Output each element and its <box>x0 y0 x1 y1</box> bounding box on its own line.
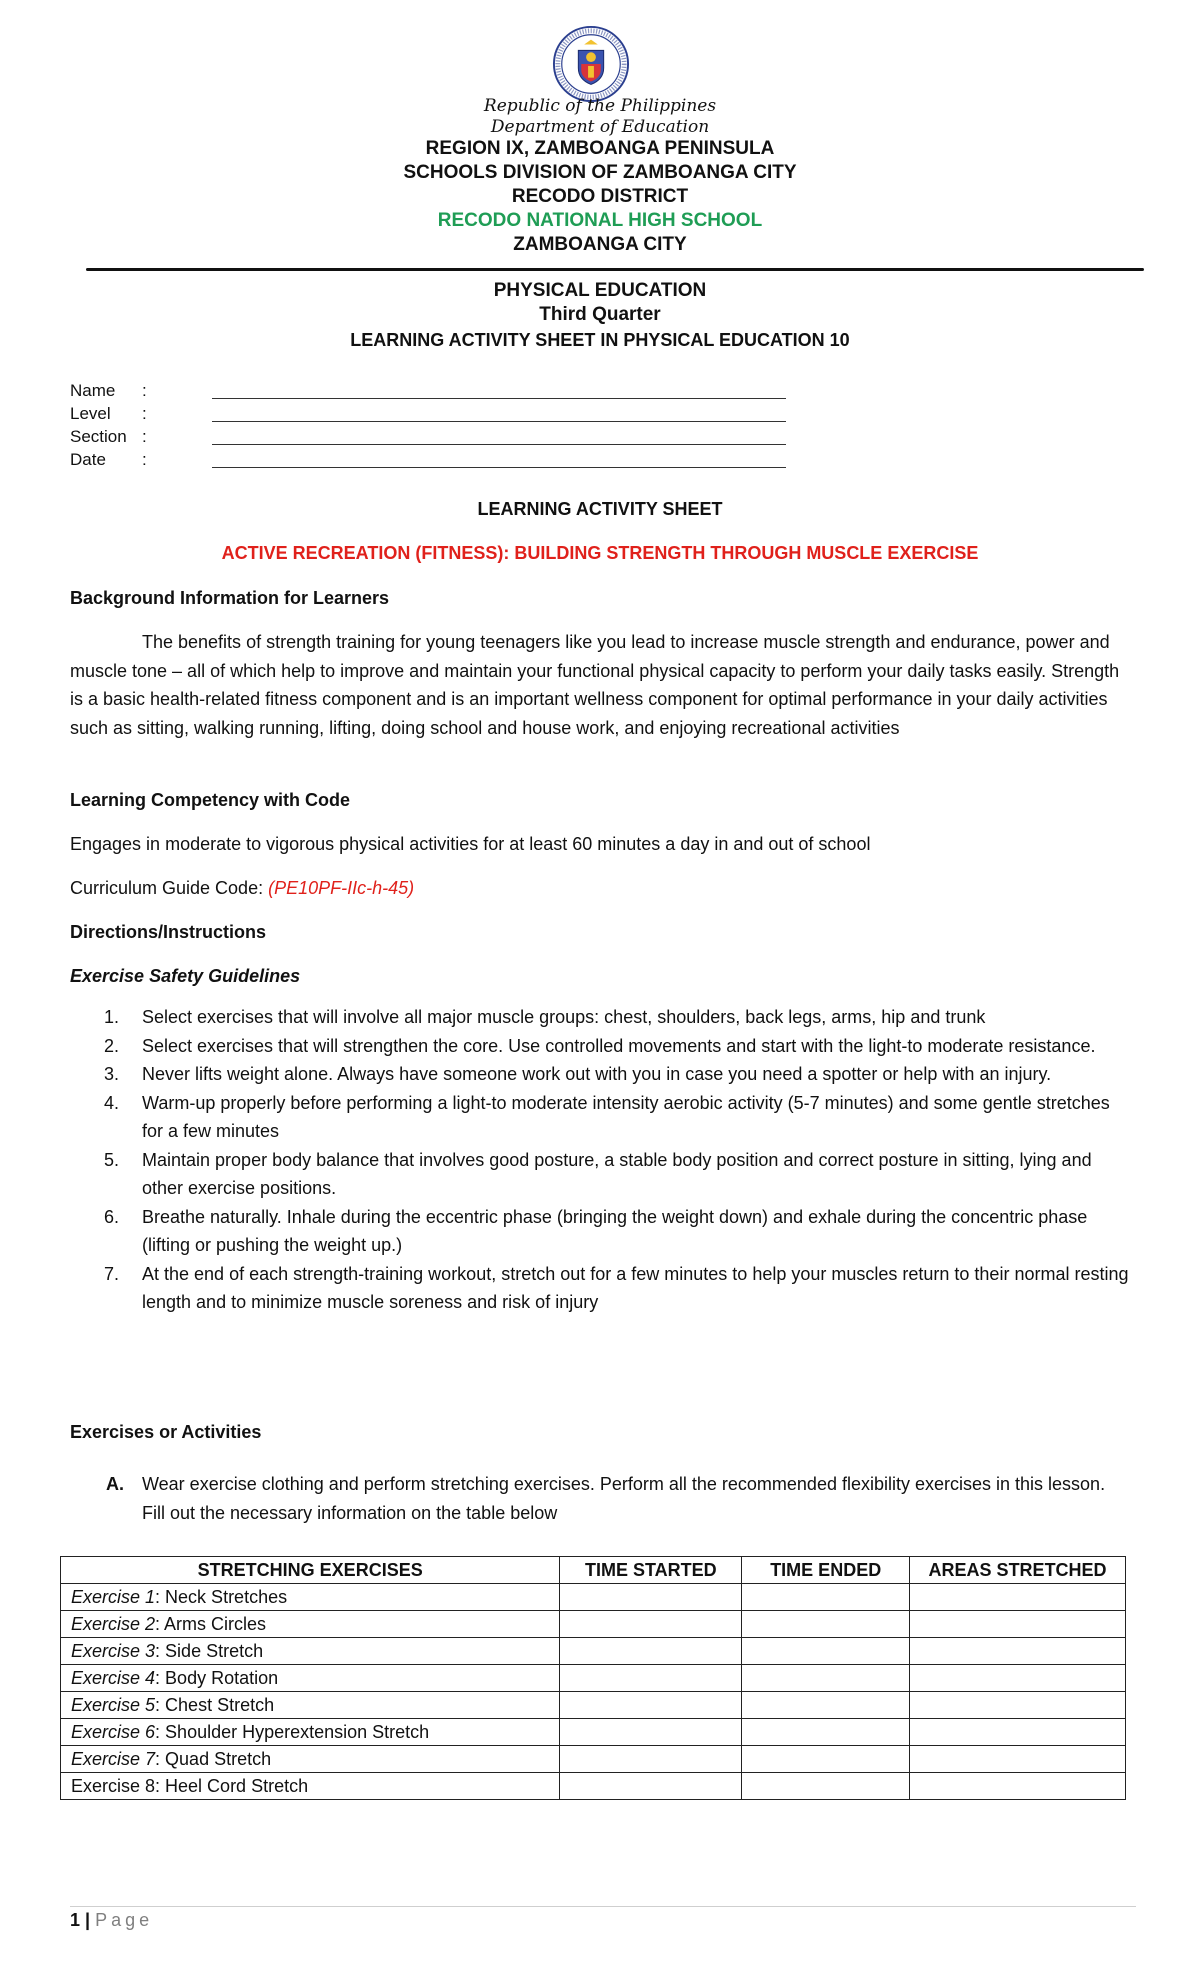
curriculum-code-line <box>70 874 414 903</box>
list-item: 3. Never lifts weight alone. Always have someone work out with you in case you need a spotter or help with an injury. <box>104 1064 1052 1084</box>
time-ended-cell[interactable] <box>742 1584 910 1611</box>
exercise-cell: Exercise 8: Heel Cord Stretch <box>61 1773 560 1800</box>
level-field[interactable] <box>212 421 786 422</box>
curriculum-code-label: Curriculum Guide Code: <box>70 878 269 898</box>
column-header: STRETCHING EXERCISES <box>61 1557 560 1584</box>
date-colon: : <box>142 450 147 469</box>
time-ended-cell[interactable] <box>742 1773 910 1800</box>
table-row <box>61 1611 1126 1638</box>
list-item: 6. Breathe naturally. Inhale during the eccentric phase (bringing the weight down) and exhale during the concentric phase (lifting or pushing the weight up.) <box>104 1206 1088 1255</box>
division-label: SCHOOLS DIVISION OF ZAMBOANGA CITY <box>403 162 797 183</box>
name-colon: : <box>142 381 147 400</box>
column-header: TIME ENDED <box>742 1557 910 1584</box>
table-row <box>61 1638 1126 1665</box>
time-started-cell[interactable] <box>560 1611 742 1638</box>
section-label: Section <box>70 427 127 446</box>
list-item: 1. Select exercises that will involve all major muscle groups: chest, shoulders, back legs, arms, hip and trunk <box>104 1007 986 1027</box>
time-started-cell[interactable] <box>560 1638 742 1665</box>
safety-guidelines-heading: Exercise Safety Guidelines <box>70 966 301 986</box>
time-ended-cell[interactable] <box>742 1665 910 1692</box>
name-label: Name <box>70 381 116 400</box>
level-colon: : <box>142 404 147 423</box>
curriculum-code: (PE10PF-IIc-h-45) <box>268 878 415 898</box>
time-started-cell[interactable] <box>560 1692 742 1719</box>
areas-stretched-cell[interactable] <box>910 1638 1126 1665</box>
table-row <box>61 1665 1126 1692</box>
areas-stretched-cell[interactable] <box>910 1746 1126 1773</box>
time-ended-cell[interactable] <box>742 1719 910 1746</box>
exercise-cell: Exercise 2: Arms Circles <box>61 1611 560 1638</box>
exercise-cell: Exercise 4: Body Rotation <box>61 1665 560 1692</box>
section-colon: : <box>142 427 147 446</box>
city-label: ZAMBOANGA CITY <box>513 234 687 255</box>
activity-a <box>70 1470 1130 1527</box>
table-row <box>61 1746 1126 1773</box>
section-heading: LEARNING ACTIVITY SHEET <box>477 499 723 519</box>
page-number: 1 <box>70 1910 81 1930</box>
directions-heading: Directions/Instructions <box>70 922 267 942</box>
activity-text: Wear exercise clothing and perform stretching exercises. Perform all the recommended flexibility exercises in this lesson. Fill out the necessary information on the table below <box>142 1474 1106 1523</box>
background-heading: Background Information for Learners <box>70 588 390 608</box>
time-started-cell[interactable] <box>560 1719 742 1746</box>
page-separator: | <box>85 1910 91 1930</box>
level-label: Level <box>70 404 111 423</box>
exercise-cell: Exercise 5: Chest Stretch <box>61 1692 560 1719</box>
subject-title: PHYSICAL EDUCATION <box>493 280 707 301</box>
areas-stretched-cell[interactable] <box>910 1584 1126 1611</box>
exercise-cell: Exercise 1: Neck Stretches <box>61 1584 560 1611</box>
areas-stretched-cell[interactable] <box>910 1692 1126 1719</box>
time-ended-cell[interactable] <box>742 1692 910 1719</box>
exercises-heading: Exercises or Activities <box>70 1422 262 1442</box>
activity-letter: A. <box>106 1474 124 1494</box>
quarter-title: Third Quarter <box>539 304 661 325</box>
region-label: REGION IX, ZAMBOANGA PENINSULA <box>425 138 775 159</box>
areas-stretched-cell[interactable] <box>910 1719 1126 1746</box>
column-header: AREAS STRETCHED <box>910 1557 1126 1584</box>
time-ended-cell[interactable] <box>742 1746 910 1773</box>
time-ended-cell[interactable] <box>742 1611 910 1638</box>
deped-seal-icon <box>552 25 630 103</box>
stretching-table <box>60 1556 1126 1800</box>
time-started-cell[interactable] <box>560 1746 742 1773</box>
table-row <box>61 1584 1126 1611</box>
time-ended-cell[interactable] <box>742 1638 910 1665</box>
exercise-cell: Exercise 3: Side Stretch <box>61 1638 560 1665</box>
list-item: 7. At the end of each strength-training workout, stretch out for a few minutes to help your muscles return to their normal resting length and to minimize muscle soreness and risk of injury <box>104 1263 1129 1312</box>
exercise-cell: Exercise 6: Shoulder Hyperextension Stretch <box>61 1719 560 1746</box>
section-field[interactable] <box>212 444 786 445</box>
list-item: 2. Select exercises that will strengthen the core. Use controlled movements and start with the light-to moderate resistance. <box>104 1035 1096 1056</box>
page-word: Page <box>95 1910 154 1930</box>
time-started-cell[interactable] <box>560 1665 742 1692</box>
table-row <box>61 1719 1126 1746</box>
table-row <box>61 1692 1126 1719</box>
table-row <box>61 1773 1126 1800</box>
school-name: RECODO NATIONAL HIGH SCHOOL <box>437 210 763 231</box>
background-paragraph: The benefits of strength training for young teenagers like you lead to increase muscle strength and endurance, power and muscle tone – all of which help to improve and maintain your functional physical capacity to perform your daily tasks easily. Strength is a basic health-related fitness component and is an important wellness component for optimal performance in your daily activities such as sitting, walking running, lifting, doing school and house work, and enjoying recreational activities <box>70 632 1120 738</box>
guidelines-list <box>70 1003 1130 1317</box>
exercise-cell: Exercise 7: Quad Stretch <box>61 1746 560 1773</box>
district-label: RECODO DISTRICT <box>511 186 689 207</box>
competency-text: Engages in moderate to vigorous physical activities for at least 60 minutes a day in and out of school <box>70 834 871 854</box>
date-label: Date <box>70 450 106 469</box>
republic-label: Republic of the Philippines <box>483 96 717 116</box>
name-field[interactable] <box>212 398 786 399</box>
table-header-row <box>61 1557 1126 1584</box>
competency-heading: Learning Competency with Code <box>70 790 351 810</box>
lesson-title: ACTIVE RECREATION (FITNESS): BUILDING STRENGTH THROUGH MUSCLE EXERCISE <box>221 543 979 563</box>
areas-stretched-cell[interactable] <box>910 1611 1126 1638</box>
sheet-title: LEARNING ACTIVITY SHEET IN PHYSICAL EDUCATION 10 <box>350 330 850 350</box>
date-field[interactable] <box>212 467 786 468</box>
list-item: 4. Warm-up properly before performing a light-to moderate intensity aerobic activity (5-7 minutes) and some gentle stretches for a few minutes <box>104 1092 1110 1141</box>
column-header: TIME STARTED <box>560 1557 742 1584</box>
areas-stretched-cell[interactable] <box>910 1665 1126 1692</box>
areas-stretched-cell[interactable] <box>910 1773 1126 1800</box>
header-divider <box>86 268 1144 271</box>
footer-divider <box>70 1906 1136 1907</box>
page-footer <box>70 1910 153 1931</box>
department-label: Department of Education <box>490 117 710 137</box>
time-started-cell[interactable] <box>560 1773 742 1800</box>
list-item: 5. Maintain proper body balance that involves good posture, a stable body position and correct posture in sitting, lying and other exercise positions. <box>104 1149 1092 1198</box>
time-started-cell[interactable] <box>560 1584 742 1611</box>
